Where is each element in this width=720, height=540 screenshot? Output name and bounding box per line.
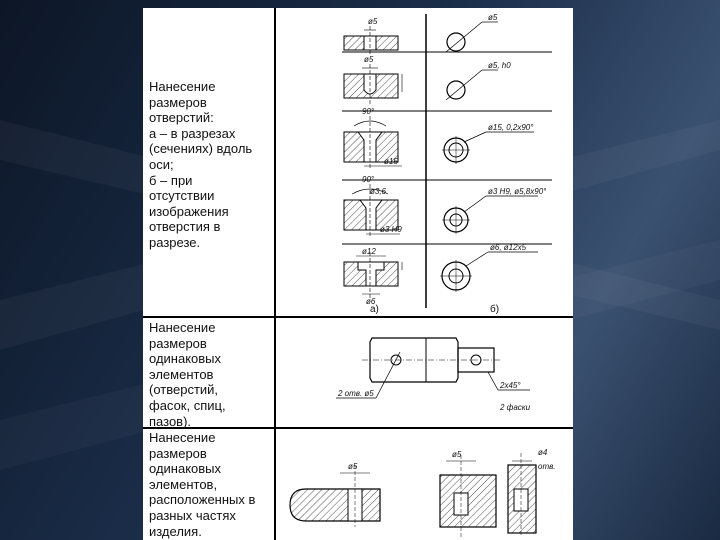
- sub-label-b: б): [490, 304, 500, 315]
- caption-hole-dimensions: Нанесение размеров отверстий: а – в разрезах (сечениях) вдоль оси; б – при отсутствии изображения отверстия в разрезе.: [149, 79, 253, 250]
- dim-label: ø5: [488, 13, 498, 22]
- dim-label: ø5: [368, 17, 378, 26]
- dim-label: 2 отв. ø5: [338, 389, 374, 398]
- dim-label: ø15: [384, 157, 398, 166]
- dim-label: ø3 H9, ø5,8x90°: [488, 187, 547, 196]
- dim-label: 90°: [362, 175, 375, 184]
- content-sheet: [143, 8, 573, 540]
- dim-label: ø15, 0,2x90°: [488, 123, 534, 132]
- dim-label: ø5: [348, 462, 358, 471]
- caption-identical-elements: Нанесение размеров одинаковых элементов (отверстий, фасок, спиц, пазов).: [149, 320, 226, 429]
- hole-dimensions-drawing: [276, 8, 573, 316]
- dim-label: ø3 H9: [380, 225, 402, 234]
- caption-identical-elements-different-parts: Нанесение размеров одинаковых элементов, расположенных в разных частях изделия.: [149, 430, 256, 539]
- dim-label: отв.: [538, 462, 556, 471]
- dim-label: ø6, ø12x5: [490, 243, 527, 252]
- dim-label: ø12: [362, 247, 376, 256]
- dim-label: ø4: [538, 448, 548, 457]
- identical-elements-different-parts-drawing: [276, 429, 573, 540]
- dim-label: ø3,6: [370, 187, 387, 196]
- sub-label-a: а): [370, 304, 379, 315]
- dim-label: 90°: [362, 107, 375, 116]
- identical-elements-drawing: [276, 318, 573, 427]
- dim-label: ø5: [364, 55, 374, 64]
- dim-label: 2x45°: [500, 381, 521, 390]
- dim-label: 2 фаски: [500, 403, 531, 412]
- dim-label: ø6: [366, 297, 376, 306]
- dim-label: ø5: [452, 450, 462, 459]
- dim-label: ø5, h0: [488, 61, 511, 70]
